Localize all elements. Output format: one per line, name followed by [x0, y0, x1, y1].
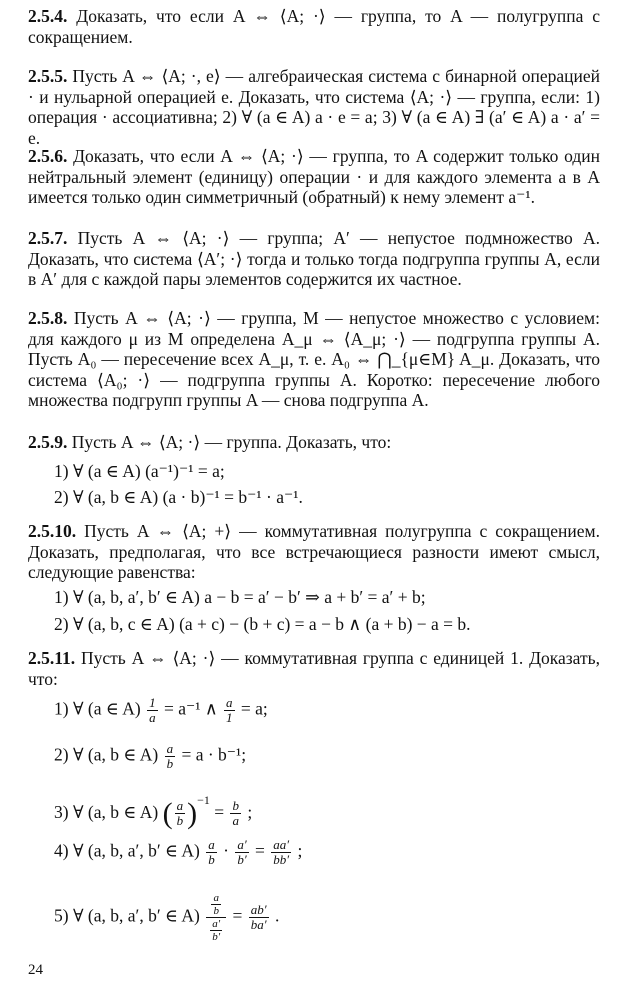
problem-2-5-6: 2.5.6. Доказать, что если A ⇔ ⟨A; ·⟩ — группа, то A содержит только один нейтральный элемент (единицу) операции · и для каждого элемента a в A имеется только один симметричный (обратный) к нему элемент a⁻¹.	[28, 146, 600, 207]
formula-2-5-10-2: 2) ∀ (a, b, c ∈ A) (a + c) − (b + c) = a − b ∧ (a + b) − a = b.	[54, 614, 471, 634]
formula-2-5-11-3: 3) ∀ (a, b ∈ A) ( $\frac{a}{b}$ )$^{-1}$ = $\frac{b}{a}$ ;	[54, 793, 253, 830]
fraction: $\frac{a}{1}$	[226, 695, 233, 725]
fraction: $\frac{a'}{b'}$	[237, 837, 247, 867]
formula-2-5-11-2: 2) ∀ (a, b ∈ A) $\frac{a}{b}$ = a · b⁻¹;	[54, 741, 247, 771]
problem-2-5-4: 2.5.4. Доказать, что если A ⇔ ⟨A; ·⟩ — группа, то A — полугруппа с сокращением.	[28, 6, 600, 47]
compound-fraction: $\frac{\frac{a}{b}}{\frac{a'}{b'}}$	[206, 892, 226, 943]
fraction: $\frac{b}{a}$	[232, 798, 239, 829]
problem-2-5-10: 2.5.10. Пусть A ⇔ ⟨A; +⟩ — коммутативная полугруппа с сокращением. Доказать, предполагая, что все встречающиеся разности имеют смысл, следующие равенства:	[28, 521, 600, 582]
formula-2-5-9-1: 1) ∀ (a ∈ A) (a⁻¹)⁻¹ = a;	[54, 461, 225, 481]
fraction: $\frac{a}{b}$	[166, 741, 174, 771]
formula-2-5-9-2: 2) ∀ (a, b ∈ A) (a · b)⁻¹ = b⁻¹ · a⁻¹.	[54, 487, 303, 507]
fraction: $\frac{a}{b}$	[208, 837, 215, 867]
problem-2-5-9: 2.5.9. Пусть A ⇔ ⟨A; ·⟩ — группа. Доказать, что:	[28, 432, 392, 452]
fraction: $\frac{ab'}{ba'}$	[250, 902, 267, 932]
fraction: $\frac{aa'}{bb'}$	[273, 837, 290, 867]
formula-2-5-10-1: 1) ∀ (a, b, a′, b′ ∈ A) a − b = a′ − b′ ⇒ a + b′ = a′ + b;	[54, 587, 426, 607]
formula-2-5-11-1: 1) ∀ (a ∈ A) $\frac{1}{a}$ = a⁻¹ ∧ $\frac{a}{1}$ = a;	[54, 695, 268, 725]
fraction: $\frac{a}{b}$	[176, 798, 184, 829]
problem-2-5-8: 2.5.8. Пусть A ⇔ ⟨A; ·⟩ — группа, M — непустое множество с условием: для каждого μ из M определена A_μ ⇔ ⟨A_μ; ·⟩ — подгруппа группы A. Пусть A₀ — пересечение всех A_μ, т. е. A₀ ⇔ ⋂_{μ∈M} A_μ. Доказать, что система ⟨A₀; ·⟩ — подгруппа группы A. Коротко: пересечение любого множества подгрупп группы A — снова подгруппа A.	[28, 308, 600, 410]
problem-2-5-11: 2.5.11. Пусть A ⇔ ⟨A; ·⟩ — коммутативная группа с единицей 1. Доказать, что:	[28, 648, 600, 689]
fraction: $\frac{1}{a}$	[149, 695, 156, 725]
problem-2-5-5: 2.5.5. Пусть A ⇔ ⟨A; ·, e⟩ — алгебраическая система с бинарной операцией · и нульарной операцией e. Доказать, что система ⟨A; ·⟩ — группа, если: 1) операция · ассоциативна; 2) ∀ (a ∈ A) a · e = a; 3) ∀ (a ∈ A) ∃ (a′ ∈ A) a · a′ = e.	[28, 66, 600, 148]
problem-2-5-7: 2.5.7. Пусть A ⇔ ⟨A; ·⟩ — группа; A′ — непустое подмножество A. Доказать, что система ⟨A′; ·⟩ тогда и только тогда подгруппа группы A, если в A′ для с каждой пары элементов содержится их частное.	[28, 228, 600, 289]
page-number: 24	[28, 962, 43, 978]
formula-2-5-11-5: 5) ∀ (a, b, a′, b′ ∈ A) $\frac{\frac{a}{b}}{\frac{a'}{b'}}$ = $\frac{ab'}{ba'}$ .	[54, 892, 280, 943]
formula-2-5-11-4: 4) ∀ (a, b, a′, b′ ∈ A) $\frac{a}{b}$ · $\frac{a'}{b'}$ = $\frac{aa'}{bb'}$ ;	[54, 837, 303, 867]
